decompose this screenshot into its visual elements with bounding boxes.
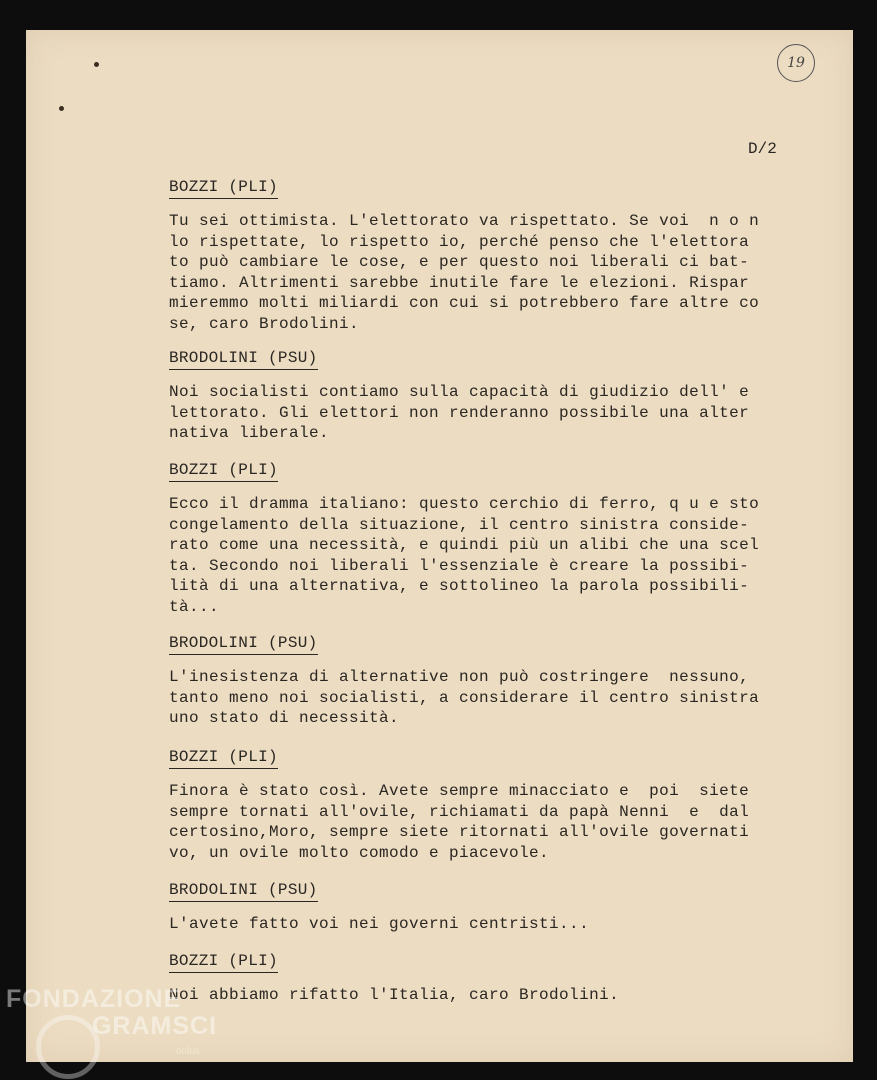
dialogue-entry <box>169 881 789 935</box>
speaker-label: BRODOLINI (PSU) <box>169 881 318 902</box>
speech-text: L'inesistenza di alternative non può costringere nessuno, tanto meno noi socialisti, a considerare il centro sinistra uno stato di necessità. <box>169 668 760 727</box>
speech-text: Ecco il dramma italiano: questo cerchio di ferro, q u e sto congelamento della situazione, il centro sinistra conside- rato come una necessità, e quindi più un alibi che una scel ta. Secondo noi liberali l'essenziale è creare la possibi- lità di una alternativa, e sottolineo la parola possibili- tà... <box>169 495 760 616</box>
speech-text: Tu sei ottimista. L'elettorato va rispettato. Se voi n o n lo rispettate, lo rispetto io, perché penso che l'elettora to può cambiare le cose, e per questo noi liberali ci bat- tiamo. Altrimenti sarebbe inutile fare le elezioni. Rispar mieremmo molti miliardi con cui si potrebbero fare altre co se, caro Brodolini. <box>169 212 760 333</box>
watermark-line1: FONDAZIONE <box>6 985 182 1013</box>
punch-hole <box>94 62 99 67</box>
watermark-line3: onlus <box>176 1046 200 1057</box>
watermark <box>6 985 181 1014</box>
speaker-label: BOZZI (PLI) <box>169 178 278 199</box>
dialogue-entry <box>169 349 789 444</box>
watermark-line2: GRAMSCI <box>92 1012 218 1040</box>
speaker-label: BRODOLINI (PSU) <box>169 634 318 655</box>
page-code: D/2 <box>748 140 777 158</box>
dialogue-entry <box>169 634 789 729</box>
watermark-logo-icon <box>36 1015 100 1079</box>
speaker-label: BOZZI (PLI) <box>169 952 278 973</box>
punch-hole <box>59 106 64 111</box>
speaker-label: BRODOLINI (PSU) <box>169 349 318 370</box>
dialogue-entry <box>169 748 789 863</box>
speech-text: Noi abbiamo rifatto l'Italia, caro Brodolini. <box>169 986 620 1004</box>
speaker-label: BOZZI (PLI) <box>169 748 278 769</box>
page-number-circle: 19 <box>777 44 815 82</box>
speech-text: L'avete fatto voi nei governi centristi... <box>169 915 590 933</box>
speaker-label: BOZZI (PLI) <box>169 461 278 482</box>
dialogue-entry <box>169 178 789 334</box>
dialogue-entry <box>169 461 789 617</box>
dialogue-entry <box>169 952 789 1006</box>
speech-text: Finora è stato così. Avete sempre minacciato e poi siete sempre tornati all'ovile, richiamati da papà Nenni e dal certosino,Moro, sempre siete ritornati all'ovile governati vo, un ovile molto comodo e piacevole. <box>169 782 750 862</box>
speech-text: Noi socialisti contiamo sulla capacità di giudizio dell' e lettorato. Gli elettori non renderanno possibile una alter nativa liberale. <box>169 383 750 442</box>
